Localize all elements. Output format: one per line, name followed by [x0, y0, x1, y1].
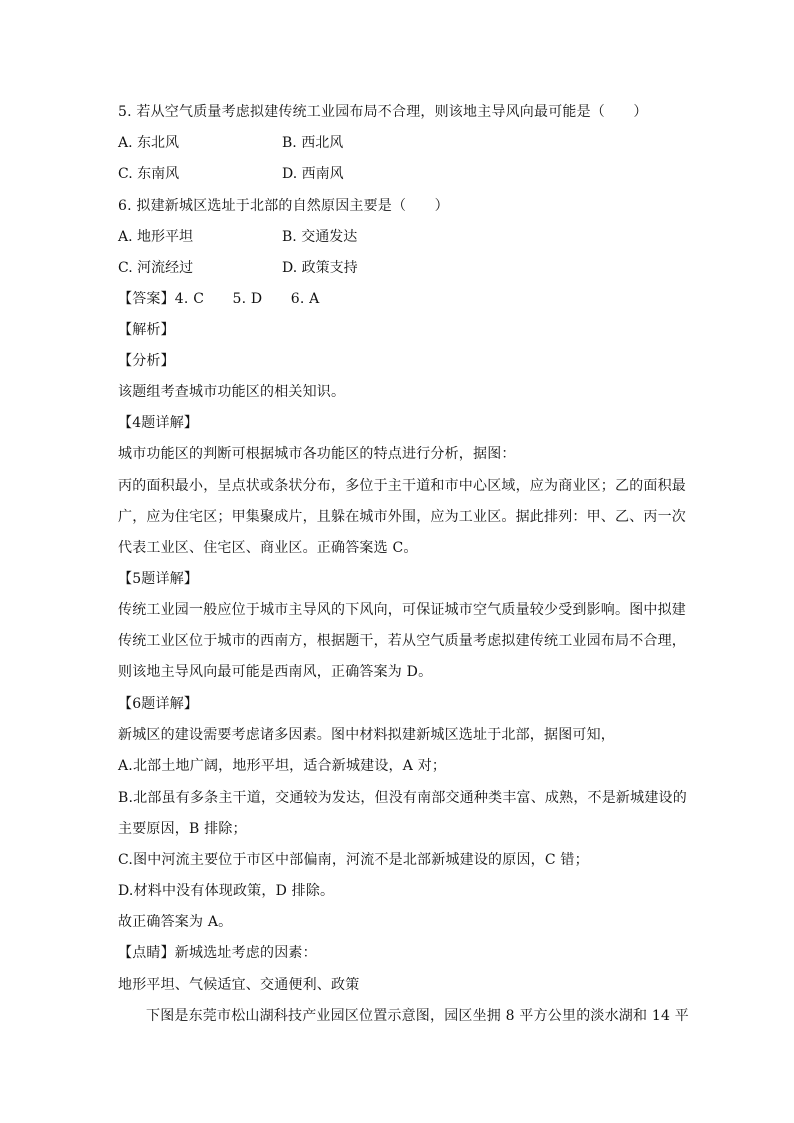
- detail-5-label: 【5题详解】: [118, 571, 199, 587]
- question-5-option-a: A. 东北风: [118, 135, 180, 151]
- answer-line: 【答案】4. C 5. D 6. A: [118, 291, 320, 307]
- detail-5-line: 传统工业园一般应位于城市主导风的下风向，可保证城市空气质量较少受到影响。图中拟建: [118, 602, 686, 618]
- detail-4-label: 【4题详解】: [118, 415, 199, 431]
- dianjing-text: 地形平坦、气候适宜、交通便利、政策: [118, 977, 360, 993]
- fenxi-text: 该题组考查城市功能区的相关知识。: [118, 384, 346, 400]
- detail-6-line: B.北部虽有多条主干道，交通较为发达，但没有南部交通种类丰富、成熟，不是新城建设的: [118, 790, 687, 806]
- question-5-option-c: C. 东南风: [118, 166, 180, 182]
- detail-4-line: 广，应为住宅区；甲集聚成片，且躲在城市外围，应为工业区。据此排列：甲、乙、丙一次: [118, 509, 686, 525]
- detail-4-line: 城市功能区的判断可根据城市各功能区的特点进行分析，据图：: [118, 446, 516, 462]
- detail-4-line: 代表工业区、住宅区、商业区。正确答案选 C。: [118, 540, 418, 556]
- detail-6-line: 主要原因，B 排除；: [118, 821, 247, 837]
- detail-6-line: A.北部土地广阔，地形平坦，适合新城建设，A 对；: [118, 758, 447, 774]
- detail-6-line: C.图中河流主要位于市区中部偏南，河流不是北部新城建设的原因，C 错；: [118, 852, 589, 868]
- next-material-line: 下图是东莞市松山湖科技产业园区位置示意图，园区坐拥 8 平方公里的淡水湖和 14 平: [146, 1008, 689, 1024]
- question-6-option-b: B. 交通发达: [282, 229, 358, 245]
- question-6-option-c: C. 河流经过: [118, 260, 194, 276]
- question-6-option-d: D. 政策支持: [282, 260, 358, 276]
- detail-5-line: 则该地主导风向最可能是西南风，正确答案为 D。: [118, 664, 433, 680]
- detail-4-line: 丙的面积最小，呈点状或条状分布，多位于主干道和市中心区域，应为商业区；乙的面积最: [118, 478, 686, 494]
- detail-6-line: D.材料中没有体现政策，D 排除。: [118, 883, 335, 899]
- question-6-option-a: A. 地形平坦: [118, 229, 194, 245]
- detail-5-line: 传统工业区位于城市的西南方，根据题干，若从空气质量考虑拟建传统工业园布局不合理，: [118, 633, 686, 649]
- question-5-option-d: D. 西南风: [282, 166, 344, 182]
- question-5-stem: 5. 若从空气质量考虑拟建传统工业园布局不合理，则该地主导风向最可能是（ ）: [118, 104, 648, 120]
- question-5-option-b: B. 西北风: [282, 135, 344, 151]
- dianjing-line: 【点睛】新城选址考虑的因素：: [118, 945, 317, 961]
- detail-6-line: 新城区的建设需要考虑诸多因素。图中材料拟建新城区选址于北部，据图可知，: [118, 727, 615, 743]
- fenxi-label: 【分析】: [118, 353, 175, 369]
- question-6-stem: 6. 拟建新城区选址于北部的自然原因主要是（ ）: [118, 198, 449, 214]
- detail-6-line: 故正确答案为 A。: [118, 914, 233, 930]
- analysis-label: 【解析】: [118, 322, 175, 338]
- detail-6-label: 【6题详解】: [118, 696, 199, 712]
